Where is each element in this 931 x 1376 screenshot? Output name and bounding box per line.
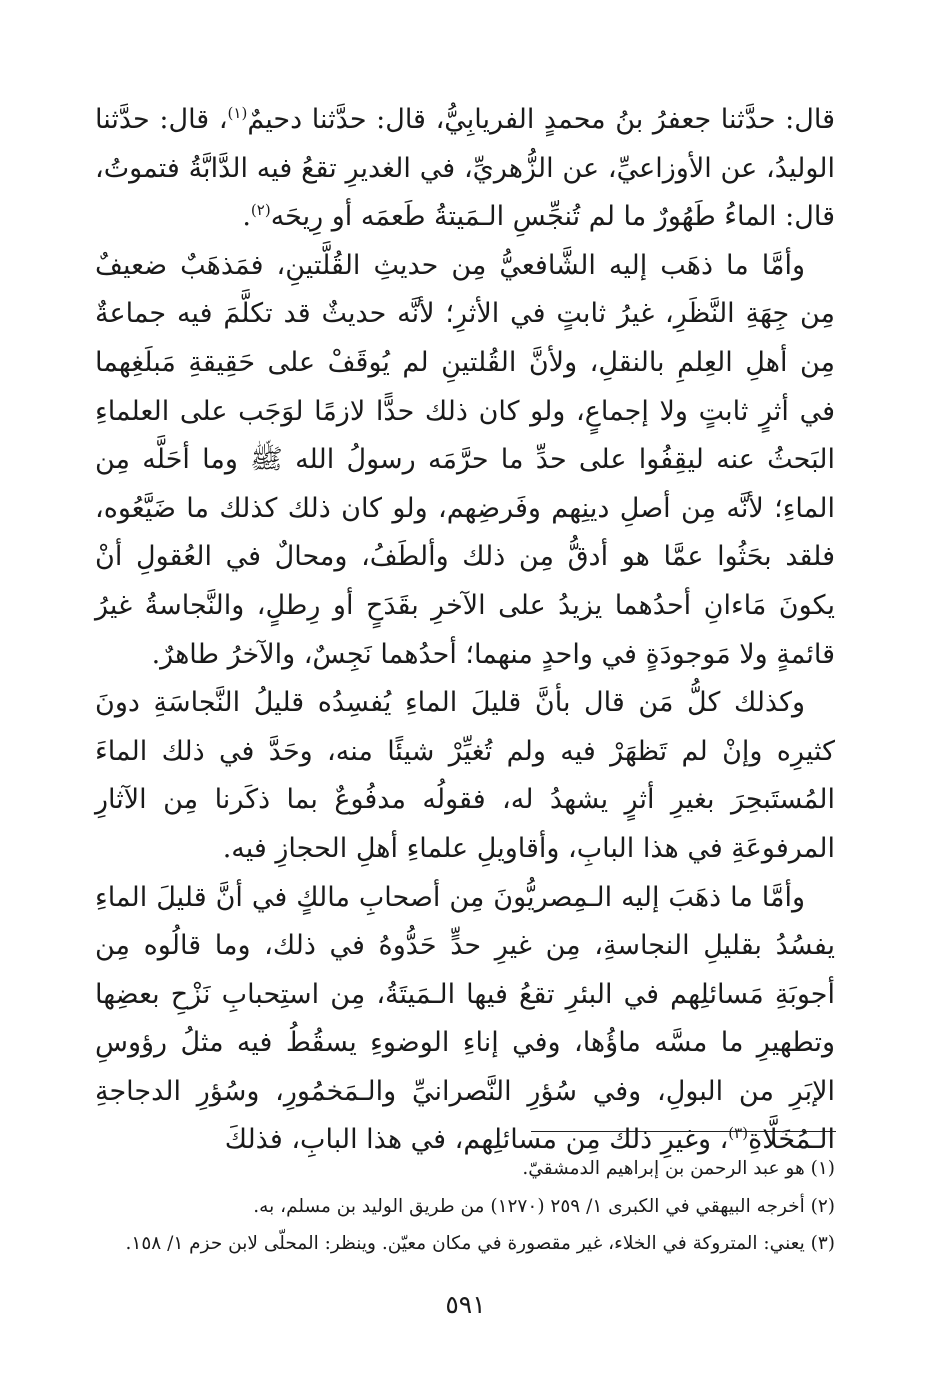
main-text xyxy=(95,96,835,1165)
footnote-3: (٣) يعني: المتروكة في الخلاء، غير مقصورة في مكان معيّن. وينظر: المحلّى لابن حزم ١/ ١٥٨. xyxy=(125,1233,835,1254)
paragraph-2: وأمَّا ما ذهَب إليه الشَّافعيُّ مِن حديثِ القُلَّتينِ، فمَذهَبٌ ضعيفٌ مِن جِهَةِ النَّظَرِ، غيرُ ثابتٍ في الأثرِ؛ لأنَّه حديثٌ قد تكلَّمَ فيه جماعةٌ مِن أهلِ العِلمِ بالنقلِ، ولأنَّ القُلتينِ لم يُوقَفْ على حَقِيقةِ مَبلَغِهما في أثرٍ ثابتٍ ولا إجماعٍ، ولو كان ذلك حدًّا لازمًا لوَجَب على العلماءِ البَحثُ عنه ليقِفُوا على حدِّ ما حرَّمَه رسولُ الله ﷺ وما أحَلَّه مِن الماءِ؛ لأنَّه مِن أصلِ دينِهم وفَرضِهم، ولو كان ذلك كذلك ما ضَيَّعُوه، فلقد بحَثُوا عمَّا هو أدقُّ مِن ذلك وألطَفُ، ومحالٌ في العُقولِ أنْ يكونَ مَاءانِ أحدُهما يزيدُ على الآخرِ بقَدَحٍ أو رِطلٍ، والنَّجاسةُ غيرُ قائمةٍ ولا مَوجودَةٍ في واحدٍ منهما؛ أحدُهما نَجِسٌ، والآخرُ طاهرٌ. xyxy=(95,249,835,670)
paragraph-4-part-1: وأمَّا ما ذهَبَ إليه الـمِصريُّونَ مِن أصحابِ مالكٍ في أنَّ قليلَ الماءِ يفسُدُ بقليلِ النجاسةِ، مِن غيرِ حدٍّ حَدُّوهُ في ذلك، وما قالُوه مِن أجوبَةِ مَسائلِهم في البئرِ تقعُ فيها الـمَيتَةُ، مِن استِحبابِ نَزْحِ بعضِها وتطهيرِ ما مسَّه ماؤُها، وفي إناءِ الوضوءِ يسقُطُ فيه مثلُ رؤوسِ الإبَرِ من البولِ، وفي سُؤرِ النَّصرانيِّ والـمَخمُورِ، وسُؤرِ الدجاجةِ الـمُخَلَّاةِ xyxy=(95,881,835,1156)
paragraph-1-part-3: . xyxy=(242,201,251,233)
footnote-separator xyxy=(531,1131,836,1132)
footnotes xyxy=(95,1150,835,1263)
paragraph-4-part-2: ، وغيرِ ذلك مِن مسائلِهم، في هذا البابِ، فذلكَ xyxy=(224,1124,729,1156)
footnote-marker-2: (٢) xyxy=(250,201,271,220)
footnote-1: (١) هو عبد الرحمن بن إبراهيم الدمشقيّ. xyxy=(522,1158,835,1179)
paragraph-1-part-2: ، قال: حدَّثنا الوليدُ، عن الأوزاعيِّ، عن الزُّهريِّ، في الغديرِ تقعُ فيه الدَّابَّةُ فتموتُ، قال: الماءُ طَهُورٌ ما لم تُنجِّسِ الـمَيتةُ طَعمَه أو رِيحَه xyxy=(95,104,835,233)
paragraph-3: وكذلك كلُّ مَن قال بأنَّ قليلَ الماءِ يُفسِدُه قليلُ النَّجاسَةِ دونَ كثيرِه وإنْ لم تَظهَرْ فيه ولم تُغيِّرْ شيئًا منه، وحَدَّ في ذلك الماءَ المُستَبحِرَ بغيرِ أثرٍ يشهدُ له، فقولُه مدفُوعٌ بما ذكَرنا مِن الآثارِ المرفوعَةِ في هذا البابِ، وأقاويلِ علماءِ أهلِ الحجازِ فيه. xyxy=(95,687,835,864)
footnote-marker-1: (١) xyxy=(227,104,248,122)
paragraph-4 xyxy=(95,874,835,1166)
footnote-marker-3: (٣) xyxy=(728,1124,749,1143)
footnote-2: (٢) أخرجه البيهقي في الكبرى ١/ ٢٥٩ (١٢٧٠) من طريق الوليد بن مسلم، به. xyxy=(253,1195,835,1217)
page-number: ٥٩١ xyxy=(445,1290,486,1319)
paragraph-1-part-1: قال: حدَّثنا جعفرُ بنُ محمدٍ الفريابِيُّ، قال: حدَّثنا دحيمٌ xyxy=(247,104,835,135)
paragraph-1 xyxy=(95,96,835,242)
